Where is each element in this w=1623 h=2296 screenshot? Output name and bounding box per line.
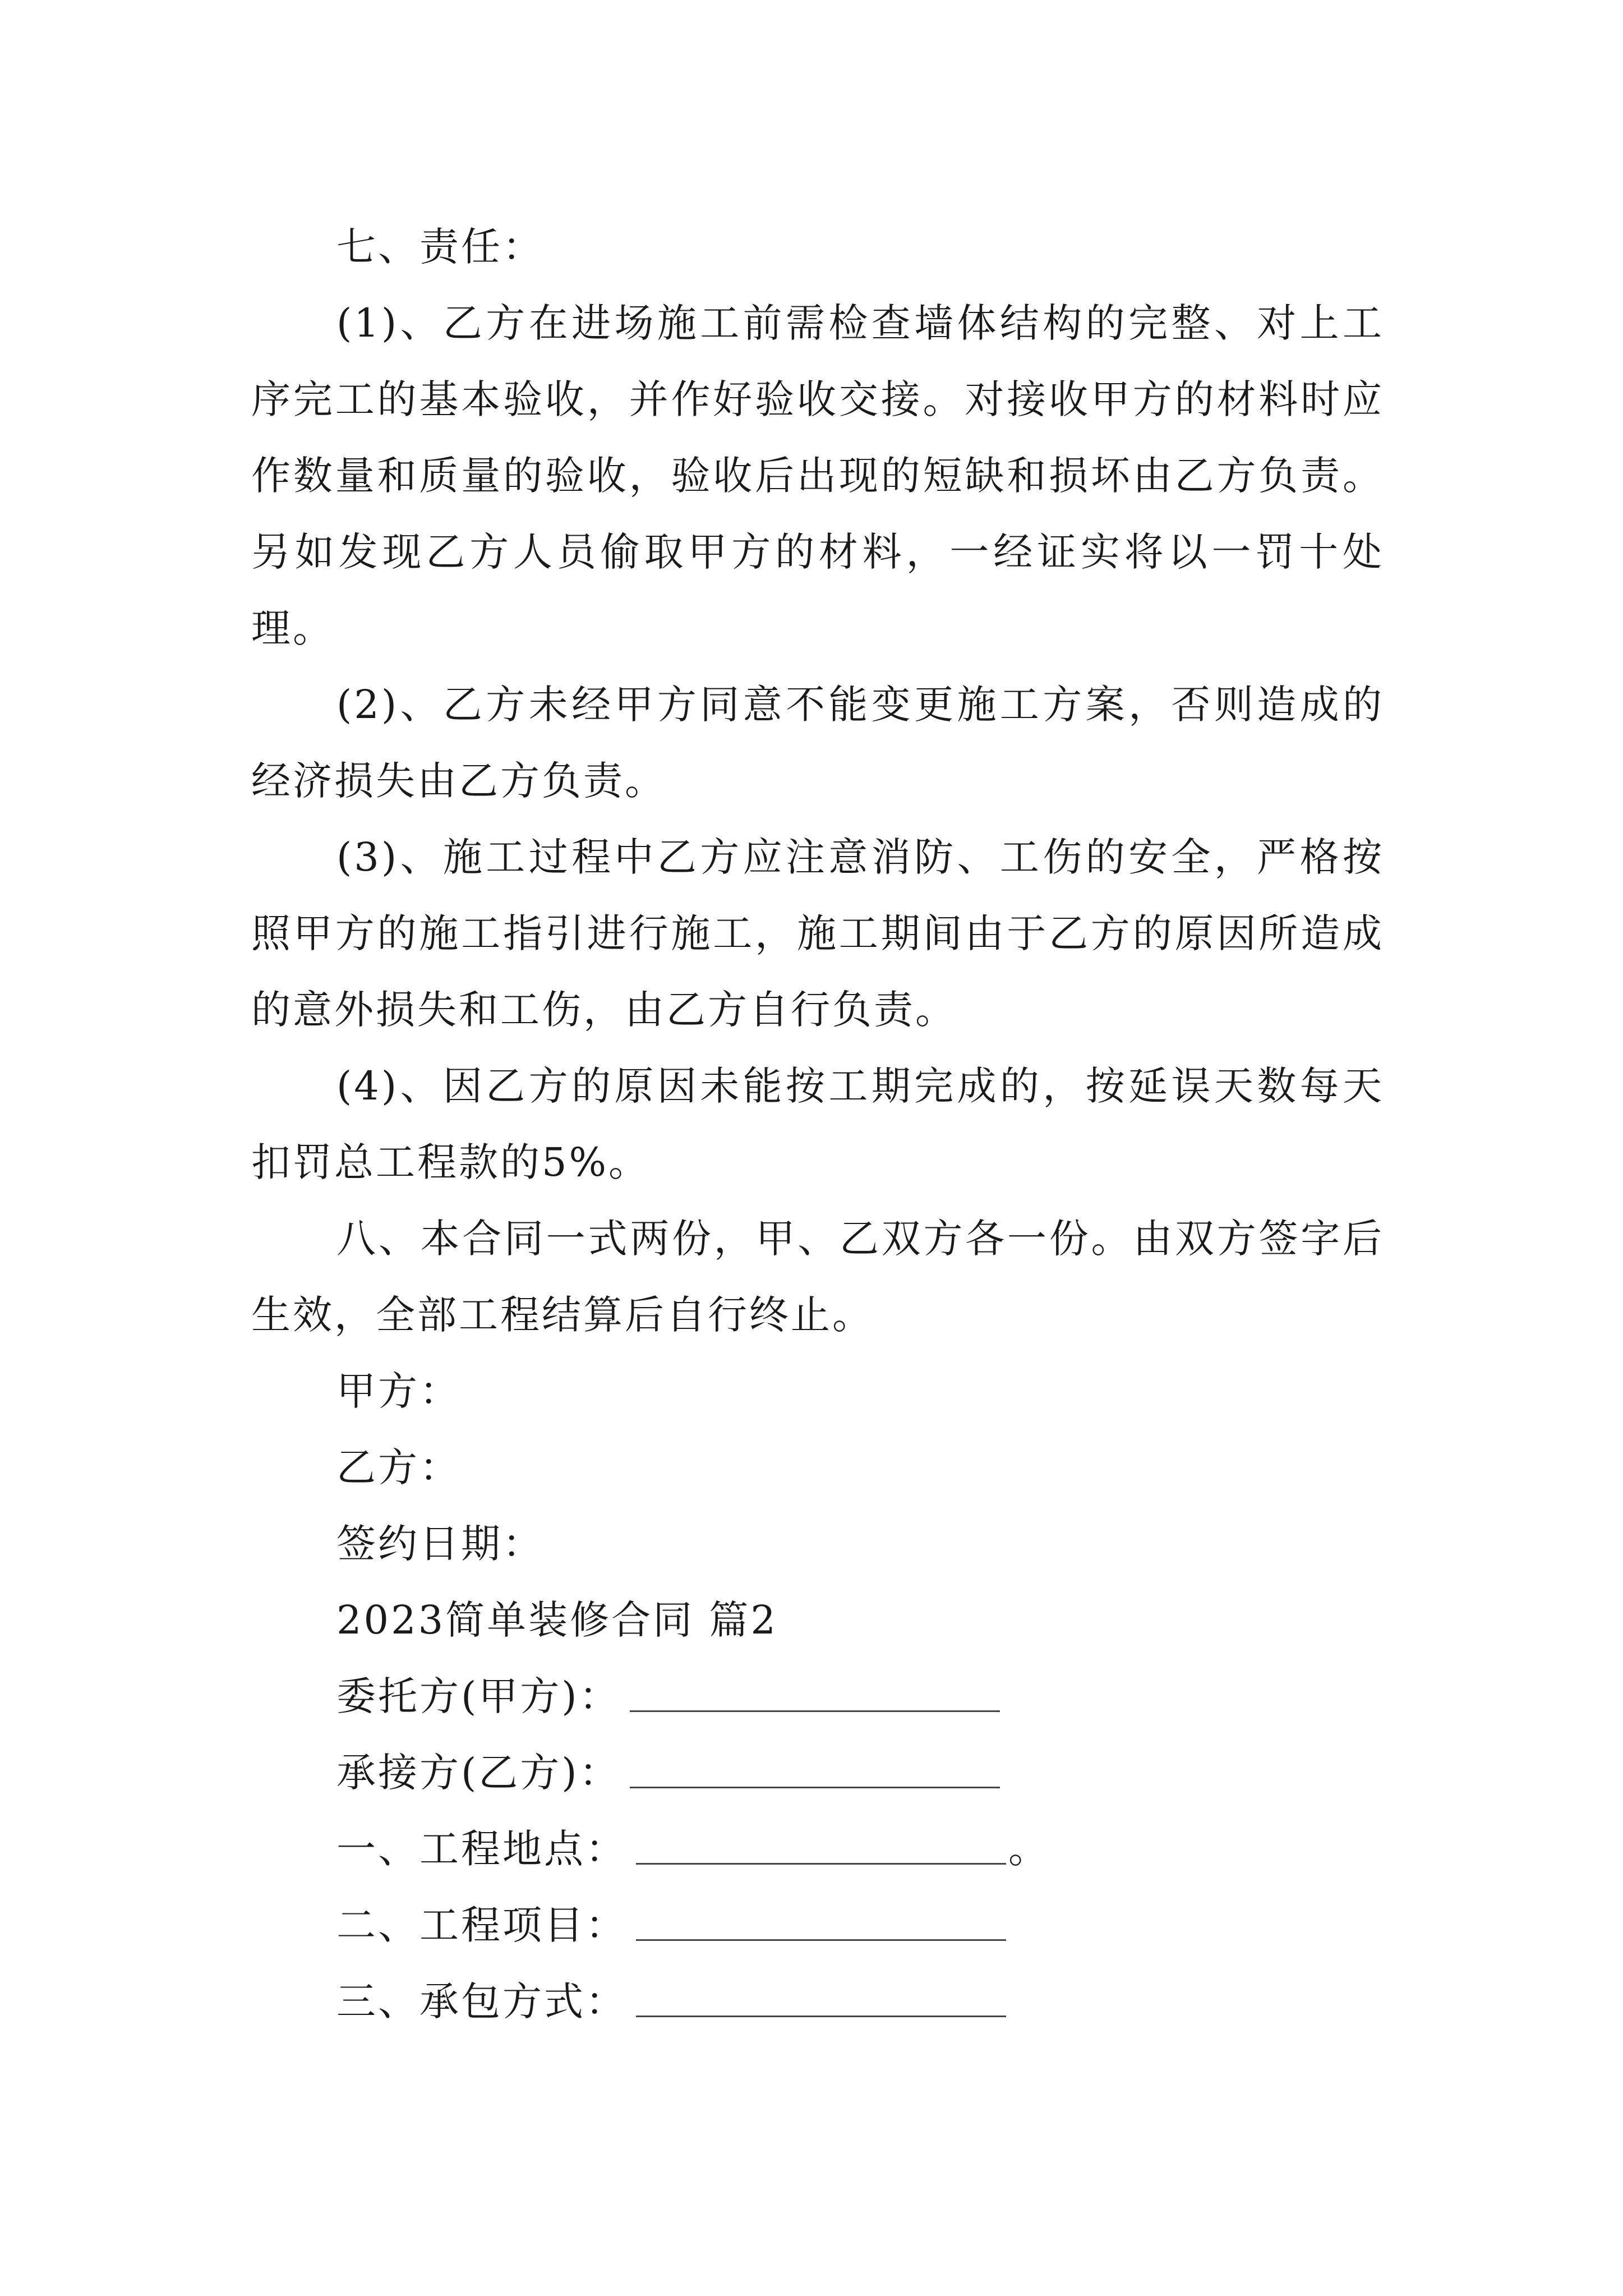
location-field <box>251 1811 1384 1887</box>
section-7-item-3: (3)、施工过程中乙方应注意消防、工伤的安全，严格按照甲方的施工指引进行施工，施工期间由于乙方的原因所造成的意外损失和工伤，由乙方自行负责。 <box>251 834 1384 1033</box>
party-a-signature-label: 甲方： <box>336 1368 461 1414</box>
client-field <box>251 1658 1384 1734</box>
contract-2-title: 2023简单装修合同 篇2 <box>336 1597 778 1643</box>
method-field <box>251 1963 1384 2040</box>
section-7-item-1: (1)、乙方在进场施工前需检查墙体结构的完整、对上工序完工的基本验收，并作好验收交接。对接收甲方的材料时应作数量和质量的验收，验收后出现的短缺和损坏由乙方负责。另如发现乙方人员偷取甲方的材料，一经证实将以一罚十处理。 <box>251 300 1384 651</box>
section-7-item-2: (2)、乙方未经甲方同意不能变更施工方案，否则造成的经济损失由乙方负责。 <box>251 682 1384 804</box>
project-field <box>251 1887 1384 1963</box>
section-7-item-4: (4)、因乙方的原因未能按工期完成的，按延误天数每天扣罚总工程款的5%。 <box>251 1063 1384 1185</box>
document-body <box>251 209 1384 2040</box>
method-blank-line <box>636 1976 1006 2017</box>
location-label: 一、工程地点： <box>336 1826 627 1872</box>
section-7-heading: 七、责任： <box>336 224 544 270</box>
project-label: 二、工程项目： <box>336 1902 627 1948</box>
contractor-field <box>251 1734 1384 1811</box>
contractor-label: 承接方(乙方)： <box>336 1750 621 1796</box>
client-blank-line <box>630 1671 1000 1712</box>
method-label: 三、承包方式： <box>336 1978 627 2024</box>
party-b-signature-label: 乙方： <box>336 1444 461 1490</box>
contractor-blank-line <box>630 1747 1000 1788</box>
location-suffix: 。 <box>1008 1826 1050 1872</box>
project-blank-line <box>636 1900 1006 1941</box>
section-8-paragraph: 八、本合同一式两份，甲、乙双方各一份。由双方签字后生效，全部工程结算后自行终止。 <box>251 1216 1384 1338</box>
location-blank-line <box>636 1824 1006 1865</box>
signing-date-label: 签约日期： <box>336 1521 544 1567</box>
client-label: 委托方(甲方)： <box>336 1673 621 1719</box>
